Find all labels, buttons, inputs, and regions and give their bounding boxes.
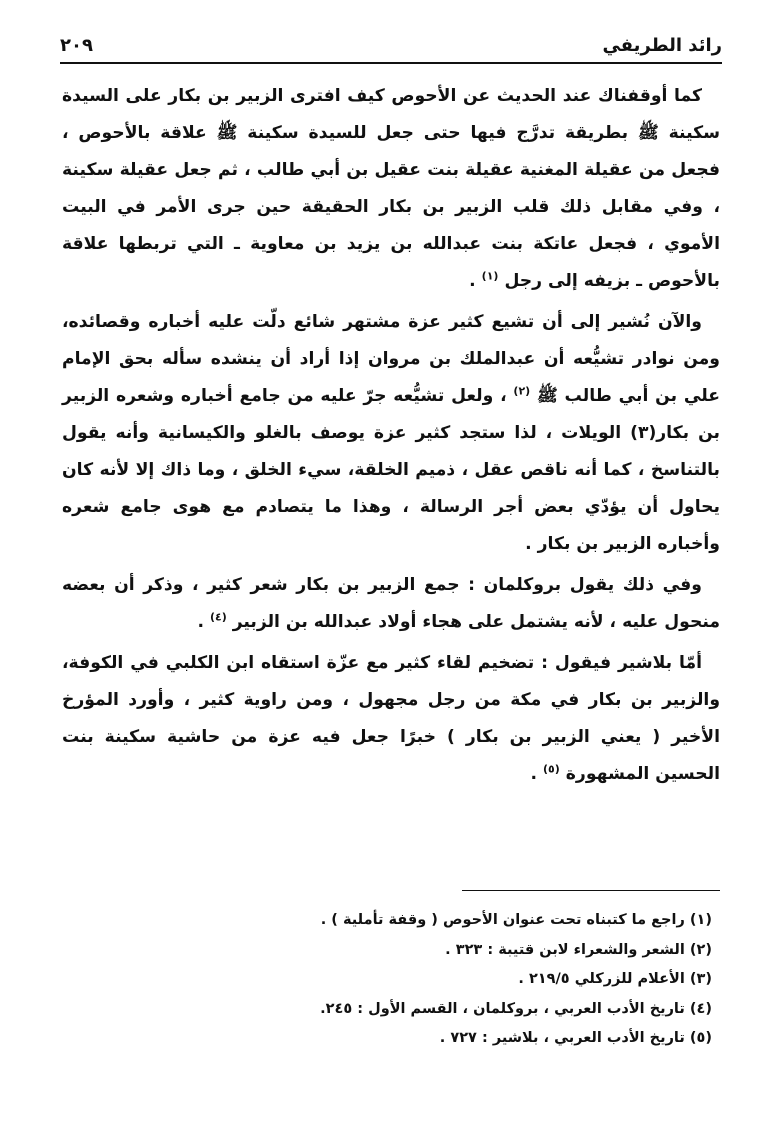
footnote-ref: (١) (481, 269, 499, 283)
running-title: رائد الطريفي (602, 34, 722, 56)
paragraph-4 (62, 645, 720, 793)
footnotes-list (62, 906, 720, 1054)
paragraph-tail: . (530, 764, 538, 784)
main-text (62, 78, 720, 797)
paragraph-2 (62, 304, 720, 563)
paragraph-text: والآن نُشير إلى أن تشيع كثير عزة مشتهر شائع دلّت عليه أخباره وقصائده، ومن نوادر تشيُّعه أن عبدالملك بن مروان إذا أراد أن ينشده سأله بحق الإمام علي بن أبي طالب ﷺ (62, 312, 721, 406)
header-rule (60, 62, 722, 64)
page-header (60, 30, 722, 60)
footnote-ref: (٥) (543, 762, 560, 776)
page-number: ٢٠٩ (60, 34, 93, 56)
paragraph-tail: ، ولعل تشيُّعه جرّ عليه من جامع أخباره وشعره الزبير بن بكار(٣) الويلات ، لذا ستجد كثير عزة يوصف بالغلو والكيسانية وأنه يقول بالتناسخ ، كما أنه ناقص عقل ، ذميم الخلقة، سيء الخلق ، وما ذاك إلا لأنه كان يحاول أن يؤدّي بعض أجر الرسالة ، وهذا ما يتصادم مع هوى جامع شعره وأخباره الزبير بن بكار . (62, 386, 720, 554)
paragraph-text: أمّا بلاشير فيقول : تضخيم لقاء كثير مع عزّة استقاه ابن الكلبي في الكوفة، والزبير بن بكار في مكة من رجل مجهول ، ومن راوية كثير ، وأورد المؤرخ الأخير ( يعني الزبير بن بكار ) خبرًا جعل فيه عزة من حاشية سكينة بنت الحسين المشهورة (62, 653, 720, 784)
footnote-item: (٥) تاريخ الأدب العربي ، بلاشير : ٧٢٧ . (439, 1030, 712, 1046)
footnote-ref: (٢) (513, 384, 531, 398)
paragraph-3 (62, 567, 720, 641)
paragraph-tail: . (197, 612, 204, 632)
footnote-item: (١) راجع ما كتبناه تحت عنوان الأحوص ( وقفة تأملية ) . (320, 912, 712, 928)
paragraph-1 (62, 78, 720, 300)
footnote-item: (٢) الشعر والشعراء لابن قتيبة : ٣٢٣ . (445, 941, 712, 958)
paragraph-text: وفي ذلك يقول بروكلمان : جمع الزبير بن بكار شعر كثير ، وذكر أن بعضه منحول عليه ، لأنه يشتمل على هجاء أولاد عبدالله بن الزبير (62, 575, 720, 632)
footnote-ref: (٤) (209, 610, 227, 624)
paragraph-text: كما أوقفناك عند الحديث عن الأحوص كيف افترى الزبير بن بكار على السيدة سكينة ﷺ بطريقة تدرَّج فيها حتى جعل للسيدة سكينة ﷺ علاقة بالأحوص ، فجعل من عقيلة المغنية عقيلة بنت عقيل بن أبي طالب ، ثم جعل عقيلة سكينة ، وفي مقابل ذلك قلب الزبير بن بكار الحقيقة حين جرى الأمر في البيت الأموي ، فجعل عاتكة بنت عبدالله بن يزيد بن معاوية ـ التي تربطها علاقة بالأحوص ـ بزيفه إلى رجل (62, 86, 720, 291)
footnote-item: (٤) تاريخ الأدب العربي ، بروكلمان ، القسم الأول : ٢٤٥. (320, 1000, 712, 1017)
paragraph-tail: . (469, 271, 476, 291)
footnote-item: (٣) الأعلام للزركلي ٢١٩/٥ . (518, 971, 712, 987)
footnote-rule (462, 890, 720, 891)
